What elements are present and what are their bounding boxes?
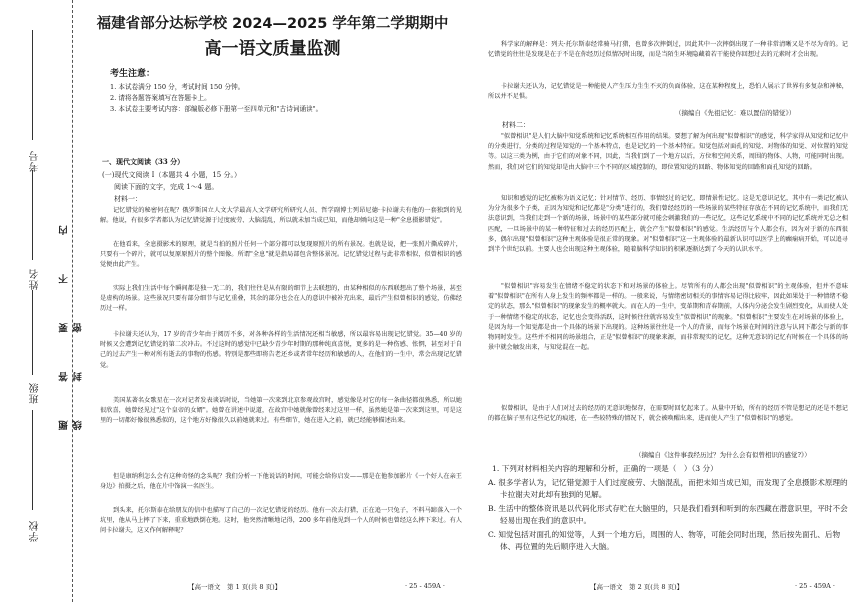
source-citation: （摘编自《这件事我经历过？为什么会有似曾相识的感觉?》） <box>635 451 811 459</box>
paragraph: 在他看来，全息摄影术的原理，就是当拍的照片任何一个部分都可以复现原照片的所有景况。也就是说，把一张照片撕成碎片，只要有一个碎片，就可以复原原照片的整个图像。所谓"全息"就是指局部包含整体景况。记忆错觉过程与此非常相似，似曾相识的感觉便由此产生。 <box>100 241 462 269</box>
paragraph: "似曾相识"容易发生在情绪不稳定的状态下和对场景的体验上。尽管所有的人都会出现"似曾相识"的主观体验，但并不意味着"似曾相识"在所有人身上发生的频率都是一样的。一般来说，与情绪密切相关的事情容易记得比较牢，因此如果处于一种情绪不稳定的状态，那么"似曾相识"的现象发生的概率就大。而在人的一生中，变革期和青春期前，人体内分泌会发生剧烈变化，从而使人处于一种情绪不稳定的状态，记忆也会变得活跃，这时候往往就容易发生"似曾相识"的现象。"似曾相识"主要发生在对场景的体验上，是因为每一个知觉都是由一个具体的场景下出现的。这种场景往往是一个人的背景，而每个场景在时间的注意与认同下都会与新的事物同时发生。这些并不相同的场景组合，正是"似曾相识"的现象来源，而非常现实的记忆，这种无意识的记忆有时候在一个具体的场景中就会触发出来，与知觉混在一起。 <box>488 283 848 352</box>
paper-code: · 25 - 459A · <box>795 582 835 590</box>
exam-title: 福建省部分达标学校 2024—2025 学年第二学期期中 <box>96 16 449 32</box>
question-stem: 1. 下列对材料相关内容的理解和分析，正确的一项是（ ）（3 分） <box>492 464 718 473</box>
paragraph: 实际上我们生活中每个瞬间都是独一无二的，我们往往是从有限的细节上去联想的，由某种相似的东西联想出了整个场景，甚至是虚构的场景。这些景况只要有部分细节与记忆重叠，其余的部分也会在人的意识中被补充出来，最后产生似曾相识的感觉，仿佛经历过一样。 <box>100 285 462 313</box>
notice-item: 2. 请将各题答案填写在答题卡上。 <box>110 94 211 102</box>
school-blank <box>32 410 33 510</box>
notice-title: 考生注意： <box>110 69 156 79</box>
paragraph: 但是康纳利怎么会有这种奇怪的念头呢？我们分析一下他说话的时间，可能会给你启发——那是在他参加影片《一个好人在亲王身边》拍摄之后，他在片中饰演一名医生。 <box>100 473 462 491</box>
exam-subtitle: 高一语文质量监测 <box>204 39 341 59</box>
material-label: 材料二： <box>502 121 530 129</box>
material-label: 材料一： <box>114 195 142 203</box>
paragraph: 美国某著名女歌星在一次对记者发表谈话时说，当她第一次来到北京参观故宫时，感觉像是对它的每一条曲径都很熟悉，所以她很欣喜，她曾经见过"这个皇帝的女婿"。她曾在讲述中说道，在故宫中她就像曾经来过这里一样，虽然她是第一次来到这里，可是这里的一切都好像很熟悉似的，这个地方好像很久以前她就来过。有些细节，她在进入之前，就已经能够描述出来。 <box>100 397 462 425</box>
page-1 <box>80 0 465 602</box>
instruction: 阅读下面的文字，完成 1～4 题。 <box>114 183 219 191</box>
paragraph: 卡拉谢夫还认为，17 岁的青少年由于阅历不多，对各种各样的生活情况还相当敏感，所以最容易出现记忆错觉。35—40 岁的时候又会遭到记忆错觉的第二次冲击。不过这时的感觉中已缺少青少年时期的那种纯真喜悦，更多的是一种伤感、怅惘，甚至对于自己的过去产生一种对所有逝去的事物的伤感。特别是那些即将告老还乡或者常年经历和敏感的人，在他们的一生中，常会出现记忆错觉。 <box>100 331 462 369</box>
name-label: 姓名 <box>30 268 41 290</box>
class-blank <box>32 290 33 375</box>
paper-code: · 25 - 459A · <box>405 582 445 590</box>
option-a: A. 很多学者认为，记忆错觉源于人们过度疲劳、大脑混乱，而把未知当成已知，而发现了全息摄影术原理的卡拉谢夫对此却有独到的见解。 <box>488 478 848 499</box>
exam-number-blank <box>32 30 33 140</box>
option-b: B. 生活中的整体资讯是以代码化形式存贮在大脑里的，只是我们看到和听到的东西藏在潜意识里，平时不会轻易出现在我们的意识中。 <box>488 504 848 525</box>
notice-item: 3. 本试卷主要考试内容：部编版必修下册第一至四单元和"古诗词诵读"。 <box>110 105 323 113</box>
paragraph: 到头来，托尔斯泰在给朋友的信中也描写了自己的一次记忆错觉的经历。他有一次去打猎，正在追一只兔子，不料马蹄落入一个坑里，他从马上摔了下来，重重地跌倒在地。这时，他突然清晰地记得，200 多年前他见到一个人的时候也曾经这么摔下来过。有人问卡拉谢夫，这又作何解释呢？ <box>100 507 462 535</box>
exam-number-label: 考号 <box>30 150 41 172</box>
class-label: 班级 <box>30 382 41 404</box>
page-2 <box>470 0 850 602</box>
school-label: 学校 <box>30 520 41 542</box>
seal-line-text: 题 答 要 不 内 线 封 密 <box>59 207 84 430</box>
source-citation: （摘编自《先祖记忆：难以置信的错觉》） <box>675 109 796 117</box>
page-footer: 【高一语文 第 2 页(共 8 页)】 <box>590 583 684 591</box>
paragraph: 卡拉谢夫还认为，记忆错觉是一种能使人产生压力生生不灭的负面体验，这在某种程度上，恐怕人展示了世界有多复杂和神秘，所以并不足惧。 <box>488 83 848 101</box>
paragraph: 似曾相识，是由于人们对过去的经历的无意识地保存，在需要时回忆起来了。从量中开始，所有的经历不管是想记的还是不想记的都在脑子里有这些记忆的痕迹，在一些较特殊的情况下，就会被唤醒出来，进而使人产生了"似曾相识"的感觉。 <box>488 405 848 423</box>
paragraph: 知识和感觉的记忆被称为语义记忆；针对情节、经历、事情经过的记忆，即情景性记忆。这是无意识记忆，其中有一类记忆被认为分为很多个子类，正因为知觉和记忆都是"分类"进行的，我们曾经经历的一些场景的某些特征存放在不同的记忆系统中，而我们无法意识到，当我们走到一个新的场景，场景中的某些部分就可能会刺激我们的一些记忆，这些记忆系统中不同的记忆系统并无总之相匹配，一旦场景中的某一种特征和过去的经历匹配上，就会产生"似曾相识"的感觉。生活经历与个人都会有，因为对于新的东西很多，偶尔出现"似曾相识"这种主观体验是很正常的现象。对"似曾相识"这一主观体验的最新认识可以医学上的癫痫病开始，可以追寻到半个世纪以前。主要人也会出现这种主观体验，随着脑科学知识的积累逐渐达到了今天的认识水平。 <box>488 195 848 254</box>
notice-item: 1. 本试卷满分 150 分，考试时间 150 分钟。 <box>110 83 245 91</box>
paragraph: "似曾相识"是人们大脑中知觉系统和记忆系统相互作用的结果。要想了解为何出现"似曾相识"的感觉，科学家得从知觉和记忆中的分类进行，分类的过程是知觉的一个基本特点，也是记忆的一个基本特征。知觉包括对面孔的知觉、对物体的知觉、对位置的知觉等。以这三类为例，由于它们的对象不同，因此，当我们到了一个地方以后，方位和空间关系，周围的物体、人物，可能同时出现。然而，我们对它们的知觉却是由大脑中三个不同的区域控制的，即位置知觉的回路、物体知觉的回路和面孔知觉的回路。 <box>488 133 848 171</box>
option-c: C. 知觉包括对面孔的知觉等，人到一个地方后，周围的人、物等，可能会同时出现，然后按先面孔、后物体、再位置的先后顺序进入大脑。 <box>488 530 841 551</box>
page-footer: 【高一语文 第 1 页(共 8 页)】 <box>188 583 282 591</box>
name-blank <box>32 170 33 260</box>
section-heading: 一、现代文阅读（33 分） <box>102 157 185 166</box>
paragraph: 科学家的解释是：列夫·托尔斯泰经常骑马打猎，也曾多次摔倒过，因此其中一次摔倒出现了一种非常清晰又是不尽为奇的。记忆错觉的往往是发现是在于不是在你经历过似情况时出现，而是当陌生环境隐藏着若干能使你回想过去的元素时才会出现。 <box>488 41 848 59</box>
subsection-heading: (一)现代文阅读 Ⅰ（本题共 4 小题，15 分。） <box>102 171 241 179</box>
paragraph: 记忆错觉的秘密何在呢？俄罗斯国立人文大学最高人文学研究所研究人员、哲学副博士列昂尼德·卡拉谢夫有他的一套独到的见解。他说，有很多学者都认为记忆错觉源于过度疲劳、大脑混乱，所以就未加当成已知，而他却倾向这是一种"全息摄影错觉"。 <box>100 207 462 225</box>
